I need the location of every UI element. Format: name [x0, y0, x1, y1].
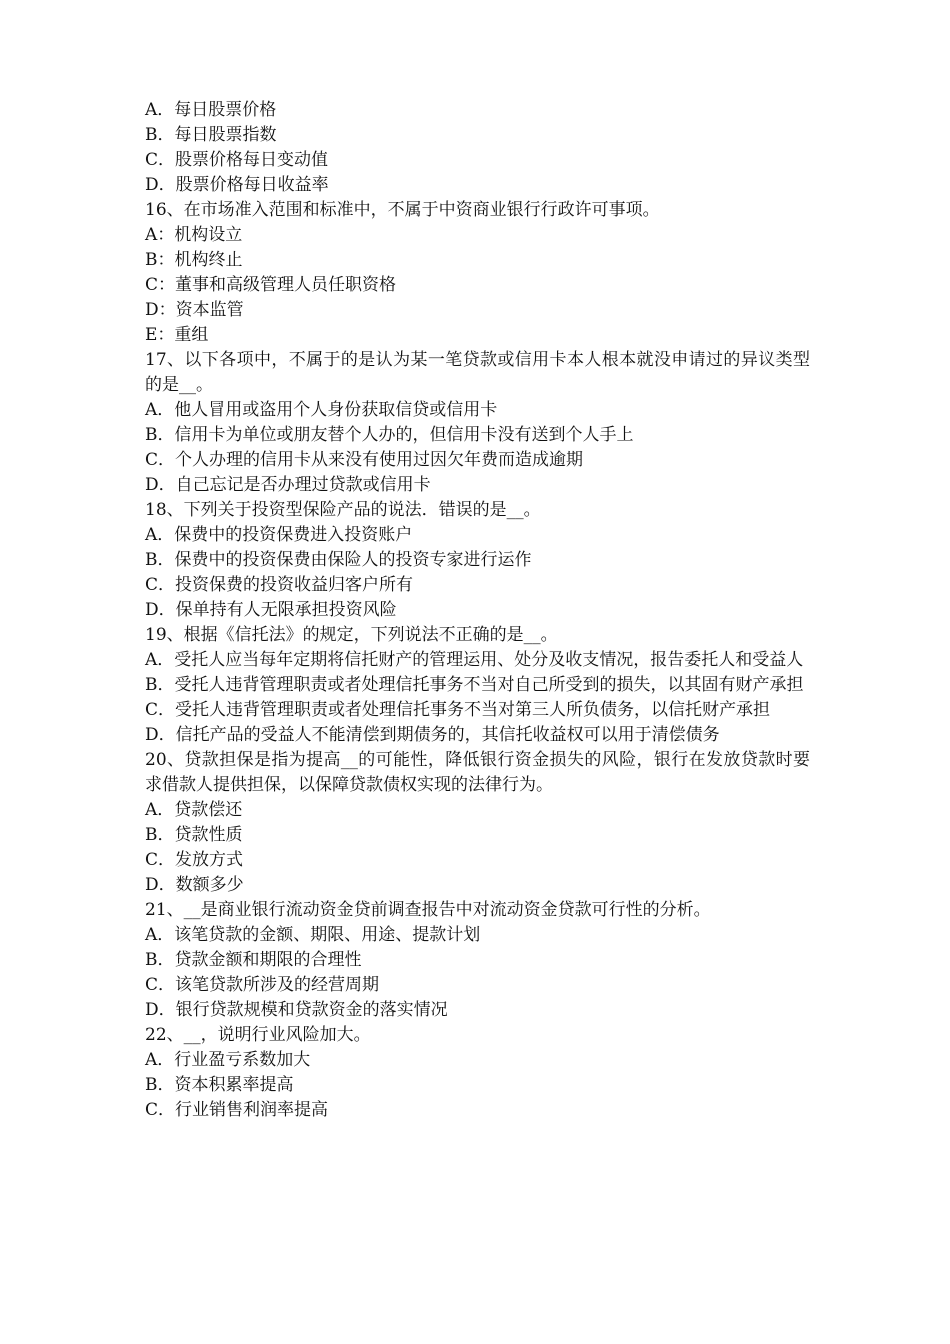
text-line: D．银行贷款规模和贷款资金的落实情况: [145, 1000, 448, 1020]
text-line: C．发放方式: [145, 850, 244, 870]
text-line: A．每日股票价格: [145, 100, 277, 120]
text-line: B：机构终止: [145, 250, 243, 270]
text-line: A．贷款偿还: [145, 800, 243, 820]
text-line: D．保单持有人无限承担投资风险: [145, 600, 397, 620]
text-line: A．保费中的投资保费进入投资账户: [145, 525, 413, 545]
text-line: 22、__，说明行业风险加大。: [145, 1025, 371, 1045]
text-line: C．受托人违背管理职责或者处理信托事务不当对第三人所负债务，以信托财产承担: [145, 700, 771, 720]
text-line: B．贷款性质: [145, 825, 243, 845]
text-line: A．该笔贷款的金额、期限、用途、提款计划: [145, 925, 481, 945]
text-line: 17、以下各项中，不属于的是认为某一笔贷款或信用卡本人根本就没申请过的异议类型的是__。: [145, 350, 810, 395]
text-line: A．他人冒用或盗用个人身份获取信贷或信用卡: [145, 400, 498, 420]
document-page: [145, 98, 810, 1123]
text-line: C：董事和高级管理人员任职资格: [145, 275, 397, 295]
text-line: B．每日股票指数: [145, 125, 277, 145]
text-line: 16、在市场准入范围和标准中，不属于中资商业银行行政许可事项。: [145, 200, 660, 220]
text-line: B．受托人违背管理职责或者处理信托事务不当对自己所受到的损失，以其固有财产承担: [145, 675, 804, 695]
text-line: A．受托人应当每年定期将信托财产的管理运用、处分及收支情况，报告委托人和受益人: [145, 650, 804, 670]
text-line: B．资本积累率提高: [145, 1075, 294, 1095]
text-line: E：重组: [145, 325, 209, 345]
text-line: C．行业销售利润率提高: [145, 1100, 329, 1120]
text-line: 20、贷款担保是指为提高__的可能性，降低银行资金损失的风险，银行在发放贷款时要求借款人提供担保，以保障贷款债权实现的法律行为。: [145, 750, 810, 795]
text-line: B．保费中的投资保费由保险人的投资专家进行运作: [145, 550, 532, 570]
text-line: D．数额多少: [145, 875, 244, 895]
text-line: C．该笔贷款所涉及的经营周期: [145, 975, 380, 995]
text-line: D．自己忘记是否办理过贷款或信用卡: [145, 475, 431, 495]
text-line: A．行业盈亏系数加大: [145, 1050, 311, 1070]
text-line: A：机构设立: [145, 225, 243, 245]
text-line: D．信托产品的受益人不能清偿到期债务的，其信托收益权可以用于清偿债务: [145, 725, 720, 745]
text-line: C．股票价格每日变动值: [145, 150, 329, 170]
text-line: C．个人办理的信用卡从来没有使用过因欠年费而造成逾期: [145, 450, 584, 470]
text-line: B．贷款金额和期限的合理性: [145, 950, 362, 970]
text-line: 19、根据《信托法》的规定，下列说法不正确的是__。: [145, 625, 558, 645]
text-line: 18、下列关于投资型保险产品的说法．错误的是__。: [145, 500, 541, 520]
text-line: 21、__是商业银行流动资金贷前调查报告中对流动资金贷款可行性的分析。: [145, 900, 711, 920]
text-line: C．投资保费的投资收益归客户所有: [145, 575, 414, 595]
text-line: B．信用卡为单位或朋友替个人办的，但信用卡没有送到个人手上: [145, 425, 634, 445]
text-line: D．股票价格每日收益率: [145, 175, 329, 195]
text-line: D：资本监管: [145, 300, 244, 320]
